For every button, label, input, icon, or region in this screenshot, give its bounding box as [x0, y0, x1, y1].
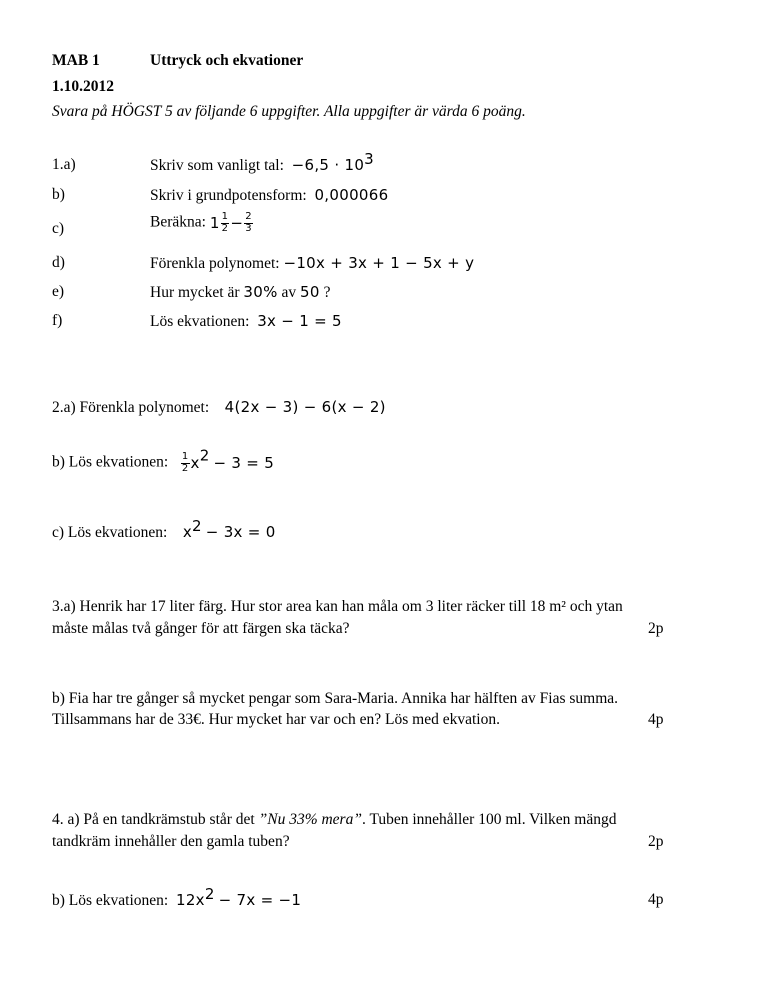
q1c-frac2-den: 3 [245, 222, 252, 234]
q2c-text: c) Lös ekvationen: [52, 524, 168, 541]
q1e-text-post: ? [323, 284, 331, 301]
q2b-frac-num: 1 [181, 451, 189, 462]
q1c-label: c) [52, 220, 65, 237]
q4b-pre: 12x [175, 891, 205, 909]
q4b-rest: − 7x = −1 [218, 891, 302, 909]
q4b-points: 4p [648, 891, 664, 908]
q1c-frac1-den: 2 [221, 222, 229, 234]
q3b-points: 4p [648, 711, 664, 728]
q2a-text: 2.a) Förenkla polynomet: [52, 399, 210, 416]
q1f-label: f) [52, 312, 63, 329]
q1e-percent: 30% [243, 283, 278, 301]
instructions: Svara på HÖGST 5 av följande 6 uppgifter. Alla uppgifter är värda 6 poäng. [52, 103, 526, 120]
q2c-item [52, 516, 276, 543]
q2b-var: x [190, 454, 200, 472]
q4a-line2: tandkräm innehåller den gamla tuben? [52, 833, 290, 850]
exam-title: Uttryck och ekvationer [150, 52, 304, 69]
q2b-exponent: 2 [199, 446, 210, 465]
q2b-frac-den: 2 [181, 462, 189, 474]
q1c-text: Beräkna: [150, 213, 206, 231]
q1b-math: 0,000066 [314, 186, 389, 204]
q1f-item [150, 312, 342, 332]
q3a-line1: 3.a) Henrik har 17 liter färg. Hur stor area kan han måla om 3 liter räcker till 18 m² och ytan [52, 598, 623, 615]
q1d-math: −10x + 3x + 1 − 5x + y [283, 254, 475, 272]
q3a-line2: måste målas två gånger för att färgen ska täcka? [52, 620, 350, 637]
q1b-item [150, 186, 388, 206]
q1a-item [150, 149, 375, 176]
q4b-item [52, 884, 302, 911]
q4a-line1 [52, 811, 617, 830]
q1f-text: Lös ekvationen: [150, 313, 250, 330]
q1c-minus: − [230, 214, 244, 232]
q4a-line1-quote: ”Nu 33% mera” [258, 811, 362, 828]
q1c-whole: 1 [209, 214, 220, 232]
q3a-points: 2p [648, 620, 664, 637]
q2c-exponent: 2 [192, 516, 202, 535]
q1d-item [150, 254, 474, 274]
q1c-fraction-1 [221, 212, 230, 234]
q2b-fraction [181, 452, 190, 474]
q1e-item [150, 283, 331, 303]
q1e-number: 50 [300, 283, 320, 301]
q4a-points: 2p [648, 833, 664, 850]
q4a-line1-pre: 4. a) På en tandkrämstub står det [52, 811, 255, 828]
q1d-label: d) [52, 254, 65, 271]
q1d-text: Förenkla polynomet: [150, 255, 280, 272]
q4b-exponent: 2 [204, 884, 215, 903]
q2b-rest: − 3 = 5 [213, 454, 275, 472]
q1c-frac1-num: 1 [221, 211, 229, 222]
q1f-math: 3x − 1 = 5 [257, 312, 342, 330]
q2b-text: b) Lös ekvationen: [52, 453, 169, 471]
q1a-exponent: 3 [364, 149, 375, 168]
q2c-var: x [182, 523, 193, 541]
q1c-fraction-2 [244, 212, 253, 234]
q1c-item [150, 212, 254, 234]
q1c-frac2-num: 2 [245, 211, 252, 222]
q4b-text: b) Lös ekvationen: [52, 892, 169, 909]
q1a-math: −6,5 · 10 [291, 156, 365, 174]
q1a-text: Skriv som vanligt tal: [150, 157, 284, 174]
q3b-line1: b) Fia har tre gånger så mycket pengar som Sara-Maria. Annika har hälften av Fias summa. [52, 690, 618, 707]
q1e-text-mid: av [281, 284, 297, 301]
q1e-text-pre: Hur mycket är [150, 284, 240, 301]
course-code: MAB 1 [52, 52, 100, 69]
exam-date: 1.10.2012 [52, 78, 114, 95]
q1a-label: 1.a) [52, 156, 76, 173]
q1b-text: Skriv i grundpotensform: [150, 187, 307, 204]
q2a-math: 4(2x − 3) − 6(x − 2) [224, 398, 386, 416]
q2b-item [52, 446, 275, 474]
q3b-line2: Tillsammans har de 33€. Hur mycket har var och en? Lös med ekvation. [52, 711, 500, 728]
q4a-line1-post: . Tuben innehåller 100 ml. Vilken mängd [361, 811, 617, 828]
q1e-label: e) [52, 283, 65, 300]
q2c-rest: − 3x = 0 [205, 523, 276, 541]
q1b-label: b) [52, 186, 65, 203]
q2a-item [52, 398, 386, 418]
